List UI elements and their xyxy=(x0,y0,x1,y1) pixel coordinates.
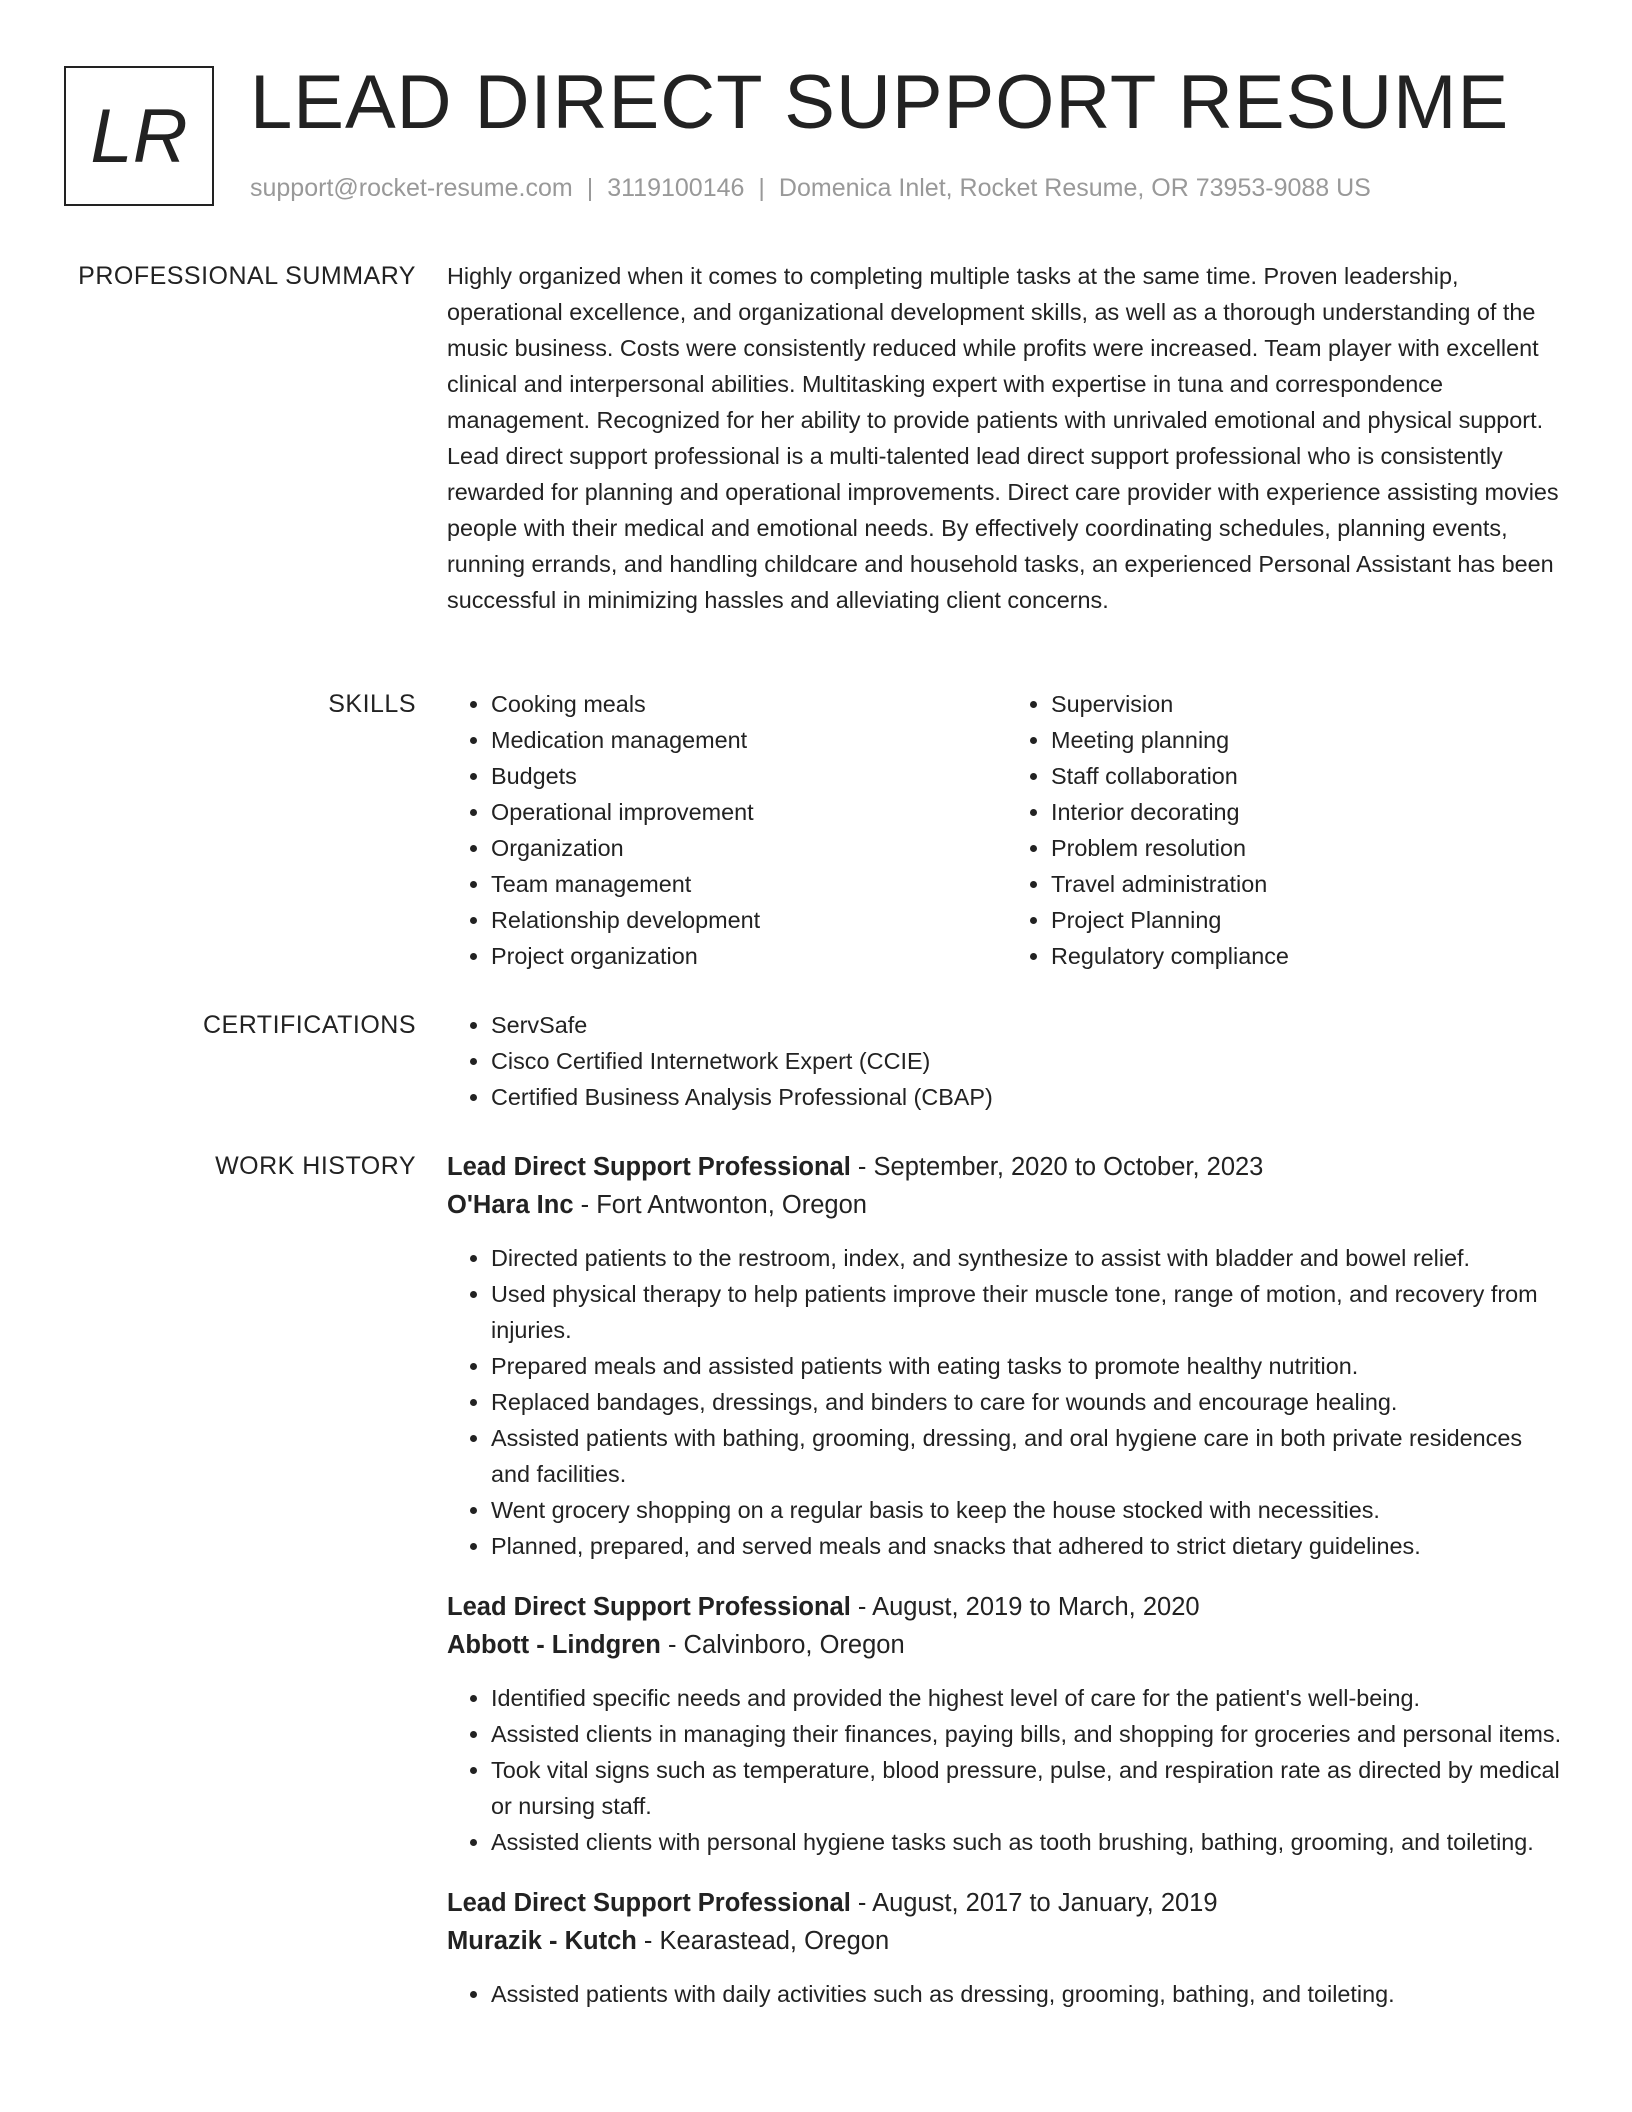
skill-item: • Staff collaboration xyxy=(1051,758,1567,794)
job-location: - Fort Antwonton, Oregon xyxy=(573,1191,867,1219)
skill-item: • Operational improvement xyxy=(491,794,1007,830)
contact-email: support@rocket-resume.com xyxy=(250,174,573,202)
job-title: Lead Direct Support Professional xyxy=(447,1153,851,1181)
job-entry xyxy=(447,1588,1567,1860)
skill-item: • Travel administration xyxy=(1051,866,1567,902)
job-bullet: • Prepared meals and assisted patients with eating tasks to promote healthy nutrition. xyxy=(491,1348,1567,1384)
job-bullet: • Assisted clients with personal hygiene tasks such as tooth brushing, bathing, grooming, and toileting. xyxy=(491,1824,1567,1860)
skill-item: • Project Planning xyxy=(1051,902,1567,938)
job-bullet: • Used physical therapy to help patients improve their muscle tone, range of motion, and recovery from injuries. xyxy=(491,1276,1567,1348)
skill-item: • Relationship development xyxy=(491,902,1007,938)
skills-list-left xyxy=(447,686,1007,974)
skill-item: • Organization xyxy=(491,830,1007,866)
job-location: - Calvinboro, Oregon xyxy=(660,1631,905,1659)
skill-item: • Team management xyxy=(491,866,1007,902)
contact-line xyxy=(250,174,1371,203)
monogram-text: LR xyxy=(90,93,188,179)
job-title: Lead Direct Support Professional xyxy=(447,1889,851,1917)
job-bullet: • Planned, prepared, and served meals and snacks that adhered to strict dietary guidelines. xyxy=(491,1528,1567,1564)
certifications-list xyxy=(447,1007,1567,1115)
skill-item: • Project organization xyxy=(491,938,1007,974)
skill-item: • Meeting planning xyxy=(1051,722,1567,758)
job-bullet: • Replaced bandages, dressings, and binders to care for wounds and encourage healing. xyxy=(491,1384,1567,1420)
job-bullet: • Went grocery shopping on a regular basis to keep the house stocked with necessities. xyxy=(491,1492,1567,1528)
job-dates: - August, 2019 to March, 2020 xyxy=(850,1593,1200,1621)
certification-item: • Certified Business Analysis Professional (CBAP) xyxy=(491,1079,1567,1115)
job-company-line xyxy=(447,1626,1567,1664)
job-bullet: • Assisted patients with bathing, grooming, dressing, and oral hygiene care in both private residences and facilities. xyxy=(491,1420,1567,1492)
section-label-skills: SKILLS xyxy=(328,690,416,718)
job-bullet: • Directed patients to the restroom, index, and synthesize to assist with bladder and bowel relief. xyxy=(491,1240,1567,1276)
job-title-line xyxy=(447,1588,1567,1626)
skill-item: • Regulatory compliance xyxy=(1051,938,1567,974)
contact-separator: | xyxy=(758,174,765,202)
contact-separator: | xyxy=(586,174,594,202)
job-title-line xyxy=(447,1148,1567,1186)
skill-item: • Supervision xyxy=(1051,686,1567,722)
certification-item: • ServSafe xyxy=(491,1007,1567,1043)
page-title: LEAD DIRECT SUPPORT RESUME xyxy=(250,60,1510,145)
job-bullets xyxy=(447,1680,1567,1860)
job-bullet: • Assisted patients with daily activities such as dressing, grooming, bathing, and toileting. xyxy=(491,1976,1567,2012)
skill-item: • Cooking meals xyxy=(491,686,1007,722)
job-company: O'Hara Inc xyxy=(447,1191,574,1219)
certification-item: • Cisco Certified Internetwork Expert (CCIE) xyxy=(491,1043,1567,1079)
skill-item: • Problem resolution xyxy=(1051,830,1567,866)
job-title-line xyxy=(447,1884,1567,1922)
job-company-line xyxy=(447,1922,1567,1960)
skill-item: • Budgets xyxy=(491,758,1007,794)
section-label-summary: PROFESSIONAL SUMMARY xyxy=(78,262,416,290)
job-dates: - September, 2020 to October, 2023 xyxy=(850,1153,1264,1181)
job-bullets xyxy=(447,1976,1567,2012)
jobs-container xyxy=(447,1148,1567,2036)
skill-item: • Interior decorating xyxy=(1051,794,1567,830)
job-location: - Kearastead, Oregon xyxy=(636,1927,890,1955)
skills-list-right xyxy=(1007,686,1567,974)
job-dates: - August, 2017 to January, 2019 xyxy=(850,1889,1218,1917)
summary-text: Highly organized when it comes to completing multiple tasks at the same time. Proven leadership, operational excellence, and organizational development skills, as well as a thorough understanding of the music business. Costs were consistently reduced while profits were increased. Team player with excellent clinical and interpersonal abilities. Multitasking expert with expertise in tuna and correspondence management. Recognized for her ability to provide patients with unrivaled emotional and physical support. Lead direct support professional is a multi-talented lead direct support professional who is consistently rewarded for planning and operational improvements. Direct care provider with experience assisting movies people with their medical and emotional needs. By effectively coordinating schedules, planning events, running errands, and handling childcare and household tasks, an experienced Personal Assistant has been successful in minimizing hassles and alleviating client concerns. xyxy=(447,263,1559,613)
contact-address: Domenica Inlet, Rocket Resume, OR 73953-9088 US xyxy=(778,174,1371,202)
job-bullets xyxy=(447,1240,1567,1564)
job-company: Murazik - Kutch xyxy=(447,1927,637,1955)
section-label-certifications: CERTIFICATIONS xyxy=(202,1011,416,1039)
job-bullet: • Assisted clients in managing their finances, paying bills, and shopping for groceries and personal items. xyxy=(491,1716,1567,1752)
job-bullet: • Took vital signs such as temperature, blood pressure, pulse, and respiration rate as directed by medical or nursing staff. xyxy=(491,1752,1567,1824)
section-label-work-history: WORK HISTORY xyxy=(215,1152,416,1180)
job-entry xyxy=(447,1148,1567,1564)
job-company-line xyxy=(447,1186,1567,1224)
monogram xyxy=(64,66,214,206)
job-bullet: • Identified specific needs and provided the highest level of care for the patient's well-being. xyxy=(491,1680,1567,1716)
contact-phone: 3119100146 xyxy=(607,174,745,202)
job-entry xyxy=(447,1884,1567,2012)
job-title: Lead Direct Support Professional xyxy=(447,1593,851,1621)
skill-item: • Medication management xyxy=(491,722,1007,758)
job-company: Abbott - Lindgren xyxy=(447,1631,661,1659)
